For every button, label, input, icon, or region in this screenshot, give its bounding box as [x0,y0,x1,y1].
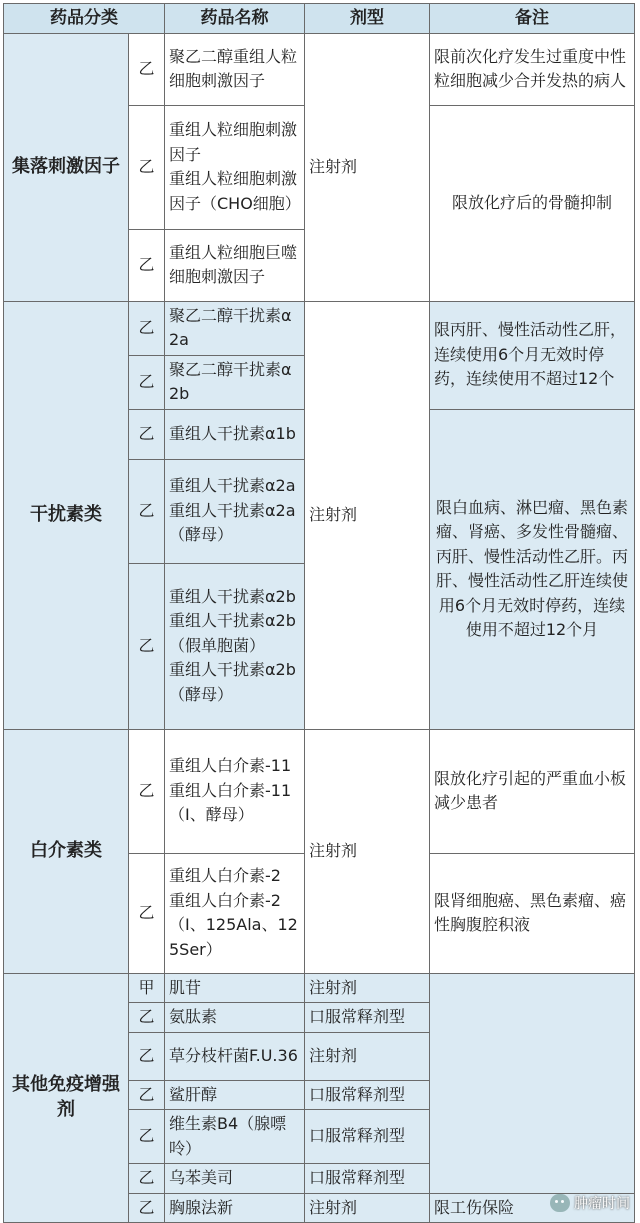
note-cell: 限肾细胞癌、黑色素瘤、癌性胸腹腔积液 [430,853,635,973]
category-cell: 干扰素类 [4,301,129,729]
form-cell: 口服常释剂型 [305,1003,430,1033]
form-cell: 注射剂 [305,1193,430,1223]
drug-name-line: 重组人粒细胞刺激因子 [169,120,298,164]
drug-name-line: 重组人白介素-2（Ⅰ、125Ala、125Ser） [169,890,298,959]
category-cell: 集落刺激因子 [4,33,129,301]
drug-name-line: 重组人白介素-11 [169,756,292,776]
drug-name: 胸腺法新 [165,1193,305,1223]
watermark-text: 肿瘤时间 [574,1196,630,1212]
drug-class: 乙 [129,1003,165,1033]
table-row [4,973,635,1003]
drug-class: 乙 [129,105,165,229]
drug-name: 重组人粒细胞巨噬细胞刺激因子 [165,229,305,301]
drug-name [165,563,305,729]
note-cell: 限放化疗引起的严重血小板减少患者 [430,729,635,853]
drug-class: 乙 [129,33,165,105]
drug-class: 乙 [129,229,165,301]
drug-table [3,3,635,1223]
drug-name: 聚乙二醇重组人粒细胞刺激因子 [165,33,305,105]
drug-class: 乙 [129,1110,165,1164]
drug-name-line: 重组人干扰素α2a [169,476,296,496]
header-form: 剂型 [305,4,430,34]
form-cell: 口服常释剂型 [305,1080,430,1110]
drug-name: 鲨肝醇 [165,1080,305,1110]
form-cell: 注射剂 [305,1032,430,1080]
drug-class: 乙 [129,1193,165,1223]
drug-name: 氨肽素 [165,1003,305,1033]
drug-name-line: 重组人干扰素α2a（酵母） [169,500,296,545]
drug-class: 乙 [129,729,165,853]
table-row [4,33,635,105]
note-cell: 限前次化疗发生过重度中性粒细胞减少合并发热的病人 [430,33,635,105]
drug-name [165,729,305,853]
drug-name: 聚乙二醇干扰素α2a [165,301,305,355]
form-cell: 口服常释剂型 [305,1164,430,1194]
table-row [4,301,635,355]
drug-name: 维生素B4（腺嘌呤） [165,1110,305,1164]
header-notes: 备注 [430,4,635,34]
form-cell: 注射剂 [305,33,430,301]
header-row [4,4,635,34]
note-cell-empty [430,973,635,1193]
drug-name: 重组人干扰素α1b [165,409,305,459]
drug-class: 甲 [129,973,165,1003]
drug-name-line: 重组人干扰素α2b [169,586,296,606]
drug-class: 乙 [129,301,165,355]
drug-class: 乙 [129,1032,165,1080]
form-cell: 注射剂 [305,729,430,973]
drug-class: 乙 [129,563,165,729]
form-cell: 注射剂 [305,973,430,1003]
drug-name [165,459,305,563]
drug-class: 乙 [129,409,165,459]
drug-class: 乙 [129,1164,165,1194]
note-cell: 限工伤保险 [430,1193,635,1223]
drug-name: 肌苷 [165,973,305,1003]
form-cell: 口服常释剂型 [305,1110,430,1164]
drug-name: 聚乙二醇干扰素α2b [165,355,305,409]
header-category: 药品分类 [4,4,165,34]
note-cell: 限放化疗后的骨髓抑制 [430,105,635,301]
wechat-icon [550,1194,570,1212]
drug-class: 乙 [129,355,165,409]
drug-name-line: 重组人白介素-2 [169,866,281,885]
watermark [550,1193,630,1213]
drug-name: 草分枝杆菌F.U.36 [165,1032,305,1080]
drug-name-line: 重组人干扰素α2b（酵母） [169,660,296,704]
category-cell: 白介素类 [4,729,129,973]
header-drug-name: 药品名称 [165,4,305,34]
drug-name-line: 重组人白介素-11（Ⅰ、酵母） [169,780,292,825]
drug-class: 乙 [129,459,165,563]
drug-name [165,105,305,229]
drug-name [165,853,305,973]
note-cell: 限白血病、淋巴瘤、黑色素瘤、肾癌、多发性骨髓瘤、丙肝、慢性活动性乙肝。丙肝、慢性活动性乙肝连续使用6个月无效时停药，连续使用不超过12个月 [430,409,635,729]
drug-name-line: 重组人粒细胞刺激因子（CHO细胞） [169,169,301,213]
category-cell: 其他免疫增强剂 [4,973,129,1223]
note-cell: 限丙肝、慢性活动性乙肝，连续使用6个月无效时停药，连续使用不超过12个 [430,301,635,409]
drug-class: 乙 [129,1080,165,1110]
drug-name-line: 重组人干扰素α2b（假单胞菌） [169,611,296,655]
form-cell: 注射剂 [305,301,430,729]
table-row [4,729,635,853]
drug-name: 乌苯美司 [165,1164,305,1194]
drug-class: 乙 [129,853,165,973]
